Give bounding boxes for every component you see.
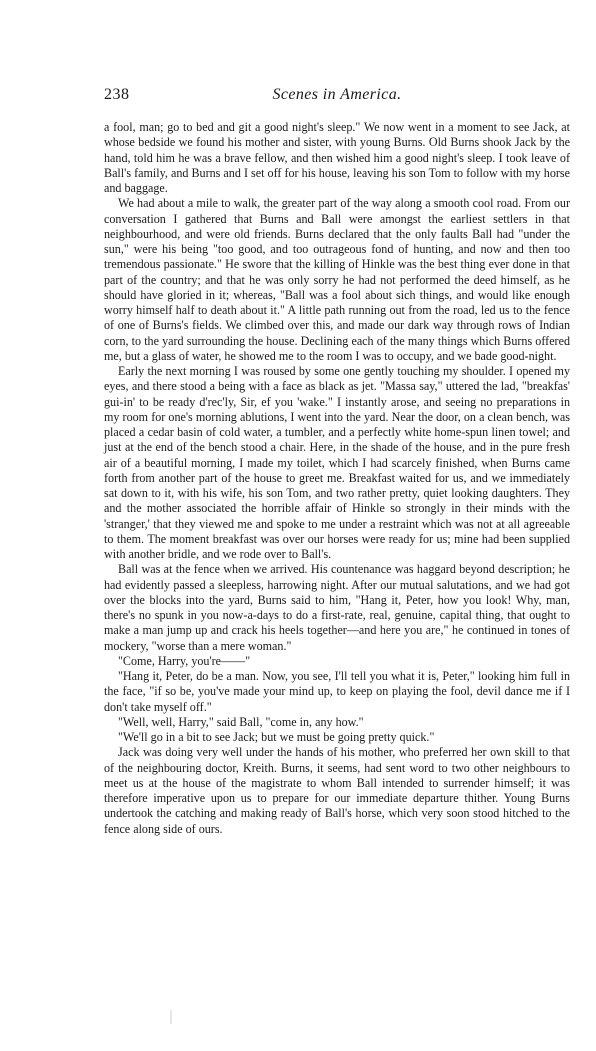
paragraph: Early the next morning I was roused by some one gently touching my shoulder. I opened my eyes, and there stood a being with a face as black as jet. "Massa say," uttered the lad, "breakfas' gui-in' to be ready d'rec'ly, Sir, ef you 'wake." I instantly arose, and seeing no preparations in my room for one's morning ablutions, I went into the yard. Near the door, on a clean bench, was placed a cedar basin of cold water, a tumbler, and a perfectly white home-spun linen towel; and just at the end of the bench stood a chair. Here, in the shade of the house, and in the pure fresh air of a beautiful morning, I made my toilet, which I had scarcely finished, when Burns came forth from another part of the house to greet me. Breakfast waited for us, and we immediately sat down to it, with his wife, his son Tom, and two rather pretty, quiet looking daughters. They and the mother associated the horrible affair of Hinkle so strongly in their minds with the 'stranger,' that they viewed me and spoke to me under a restraint which was not at all agreeable to them. The moment breakfast was over our horses were ready for us; mine had been supplied with another bridle, and we rode over to Ball's. <box>104 364 570 561</box>
paragraph: Ball was at the fence when we arrived. His countenance was haggard beyond description; he had evidently passed a sleepless, harrowing night. After our mutual salutations, and we had got over the blocks into the yard, Burns said to him, "Hang it, Peter, how you look! Why, man, there's no spunk in you now-a-days to do a first-rate, real, genuine, capital thing, that ought to make a man jump up and crack his heels together—and here you are," he continued in tones of mockery, "worse than a mere woman." <box>104 562 570 653</box>
running-head <box>104 86 570 108</box>
paragraph: Jack was doing very well under the hands of his mother, who preferred her own skill to that of the neighbouring doctor, Kreith. Burns, it seems, had sent word to two other neighbours to meet us at the house of the magistrate to whom Ball intended to surrender himself; it was therefore imperative upon us to prepare for our immediate departure thither. Young Burns undertook the catching and making ready of Ball's horse, which very soon stood hitched to the fence along side of ours. <box>104 745 570 836</box>
scan-mark <box>170 1010 172 1024</box>
paragraph: "Well, well, Harry," said Ball, "come in, any how." <box>118 714 364 729</box>
paragraph: "Come, Harry, you're——" <box>118 653 251 668</box>
paragraph: "Hang it, Peter, do be a man. Now, you see, I'll tell you what it is, Peter," looking him full in the face, "if so be, you've made your mind up, to keep on playing the fool, devil dance me if I don't take myself off." <box>104 669 570 714</box>
running-title: Scenes in America. <box>272 86 402 103</box>
page-number: 238 <box>104 86 130 103</box>
paragraph: We had about a mile to walk, the greater part of the way along a smooth cool road. From our conversation I gathered that Burns and Ball were amongst the earliest settlers in that neighbourhood, and were old friends. Burns declared that the only faults Ball had "under the sun," were his being "too good, and too outrageous fond of hunting, and now and then too tremendous passionate." He swore that the killing of Hinkle was the best thing ever done in that part of the country; and that he was only sorry he had not performed the deed himself, as he should have gloried in it; whereas, "Ball was a fool about sich things, and would like enough worry himself half to death about it." A little path running out from the road, led us to the fence of one of Burns's fields. We climbed over this, and made our dark way through rows of Indian corn, to the yard surrounding the house. Declining each of the many things which Burns offered me, but a glass of water, he showed me to the room I was to occupy, and we bade good-night. <box>104 196 570 363</box>
paragraph: a fool, man; go to bed and git a good night's sleep." We now went in a moment to see Jack, at whose bedside we found his mother and sister, with young Burns. Old Burns shook Jack by the hand, told him he was a brave fellow, and then wished him a good night's sleep. I took leave of Ball's family, and Burns and I set off for his house, leaving his son Tom to follow with my horse and baggage. <box>104 120 570 195</box>
paragraph: "We'll go in a bit to see Jack; but we must be going pretty quick." <box>118 730 435 744</box>
body-text <box>104 120 570 837</box>
